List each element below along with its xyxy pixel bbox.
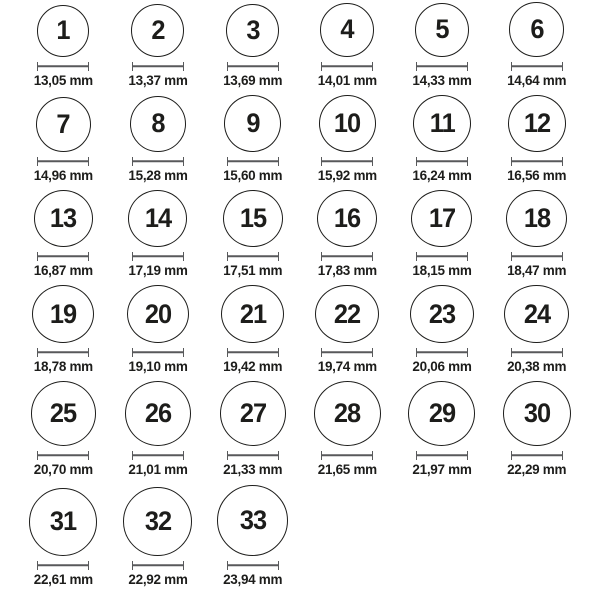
ring-size-number: 17: [428, 203, 456, 234]
diameter-dimension-line: [416, 451, 468, 460]
ring-circle: [125, 381, 191, 446]
ring-size-number: 23: [428, 298, 456, 329]
ring-circle: [504, 285, 569, 343]
diameter-label: 22,29 mm: [507, 461, 567, 477]
ring-size-number: 19: [50, 298, 77, 329]
ring-size-number: 18: [523, 203, 550, 234]
ring-size-cell: [111, 484, 206, 594]
ring-size-number: 30: [523, 397, 550, 428]
diameter-dimension-line: [321, 252, 373, 261]
diameter-dimension-line: [37, 561, 89, 570]
ring-circle: [220, 381, 286, 446]
ring-circle: [408, 381, 475, 446]
diameter-dimension-line: [511, 252, 563, 260]
ring-size-cell: [300, 190, 395, 285]
ring-size-cell: [205, 95, 300, 190]
ring-circle: [128, 190, 187, 247]
ring-size-number: 12: [523, 107, 550, 138]
ring-circle: [509, 2, 564, 57]
ring-size-cell: [300, 95, 395, 190]
ring-size-cell: [489, 0, 584, 95]
ring-circle: [320, 3, 374, 57]
ring-size-number: 10: [334, 107, 361, 138]
ring-size-number: 33: [239, 504, 266, 535]
ring-size-cell: [16, 484, 111, 594]
diameter-label: 15,92 mm: [317, 167, 377, 183]
ring-size-number: 16: [334, 202, 361, 233]
ring-size-cell: [111, 381, 206, 484]
diameter-dimension-line: [132, 62, 184, 71]
ring-size-number: 27: [239, 397, 266, 428]
ring-size-cell: [395, 0, 490, 95]
diameter-dimension-line: [511, 157, 563, 166]
diameter-label: 15,28 mm: [128, 167, 188, 183]
diameter-label: 13,37 mm: [128, 72, 188, 88]
diameter-label: 19,74 mm: [317, 358, 377, 374]
diameter-dimension-line: [37, 157, 89, 166]
ring-size-cell: [489, 95, 584, 190]
ring-size-number: 1: [56, 15, 70, 45]
diameter-dimension-line: [321, 451, 373, 460]
diameter-label: 16,87 mm: [33, 262, 93, 278]
ring-circle: [506, 190, 567, 247]
ring-circle: [36, 97, 91, 152]
ring-size-number: 11: [429, 107, 455, 138]
ring-size-number: 2: [151, 14, 165, 45]
ring-size-number: 26: [144, 397, 172, 428]
diameter-label: 17,19 mm: [128, 262, 188, 278]
diameter-label: 14,64 mm: [507, 72, 567, 88]
diameter-label: 23,94 mm: [223, 571, 283, 587]
ring-size-cell: [16, 381, 111, 484]
ring-size-cell: [395, 285, 490, 381]
ring-size-number: 7: [56, 108, 70, 139]
ring-size-cell: [16, 285, 111, 381]
diameter-label: 19,10 mm: [128, 358, 188, 374]
diameter-label: 17,51 mm: [223, 262, 283, 278]
diameter-label: 21,65 mm: [317, 461, 377, 477]
diameter-dimension-line: [416, 252, 468, 260]
diameter-label: 18,47 mm: [507, 262, 567, 278]
diameter-dimension-line: [227, 157, 279, 166]
ring-circle: [32, 285, 94, 343]
ring-circle: [131, 4, 184, 57]
ring-size-cell: [111, 285, 206, 381]
diameter-dimension-line: [37, 451, 89, 460]
ring-size-number: 3: [246, 14, 260, 45]
ring-size-cell: [395, 381, 490, 484]
ring-size-number: 20: [144, 298, 172, 329]
ring-size-cell: [300, 285, 395, 381]
ring-circle: [508, 95, 566, 152]
diameter-dimension-line: [227, 561, 279, 570]
diameter-dimension-line: [321, 348, 373, 356]
ring-circle: [317, 190, 377, 247]
ring-size-number: 31: [50, 506, 77, 536]
diameter-label: 17,83 mm: [317, 262, 377, 278]
ring-circle: [226, 4, 279, 57]
ring-circle: [314, 381, 381, 446]
diameter-label: 18,15 mm: [412, 262, 472, 278]
ring-size-number: 32: [144, 505, 172, 536]
diameter-label: 21,33 mm: [223, 461, 283, 477]
diameter-dimension-line: [511, 348, 563, 356]
diameter-label: 18,78 mm: [33, 358, 93, 374]
diameter-dimension-line: [37, 348, 89, 356]
ring-size-number: 29: [428, 397, 456, 428]
diameter-label: 15,60 mm: [223, 167, 283, 183]
ring-size-number: 24: [523, 298, 550, 329]
ring-size-cell: [205, 0, 300, 95]
ring-circle: [123, 487, 192, 556]
diameter-dimension-line: [37, 62, 89, 71]
diameter-dimension-line: [37, 252, 89, 261]
ring-circle: [503, 381, 571, 446]
ring-size-cell: [395, 190, 490, 285]
diameter-dimension-line: [227, 451, 279, 460]
ring-circle: [224, 95, 281, 152]
diameter-label: 16,24 mm: [412, 167, 472, 183]
diameter-label: 21,01 mm: [128, 461, 188, 477]
diameter-label: 22,92 mm: [128, 571, 188, 587]
ring-size-number: 21: [239, 298, 266, 329]
ring-size-cell: [16, 0, 111, 95]
ring-size-cell: [205, 381, 300, 484]
ring-size-number: 9: [246, 107, 260, 138]
ring-circle: [415, 3, 469, 57]
diameter-dimension-line: [132, 561, 184, 570]
diameter-label: 14,33 mm: [412, 72, 472, 88]
diameter-label: 21,97 mm: [412, 461, 472, 477]
ring-size-cell: [205, 190, 300, 285]
diameter-label: 19,42 mm: [223, 358, 283, 374]
diameter-dimension-line: [321, 157, 373, 166]
diameter-dimension-line: [227, 348, 279, 356]
diameter-label: 13,69 mm: [223, 72, 283, 88]
ring-size-cell: [489, 190, 584, 285]
ring-size-cell: [16, 95, 111, 190]
ring-size-number: 6: [530, 13, 544, 44]
ring-circle: [221, 285, 284, 343]
ring-circle: [127, 285, 189, 343]
diameter-dimension-line: [416, 62, 468, 71]
diameter-dimension-line: [132, 451, 184, 460]
diameter-dimension-line: [416, 348, 468, 356]
ring-size-cell: [111, 95, 206, 190]
ring-size-cell: [395, 95, 490, 190]
diameter-dimension-line: [511, 62, 563, 71]
ring-size-cell: [111, 190, 206, 285]
ring-circle: [31, 381, 96, 446]
ring-circle: [410, 285, 474, 343]
diameter-dimension-line: [132, 157, 184, 166]
ring-size-number: 5: [435, 14, 449, 44]
diameter-label: 16,56 mm: [507, 167, 567, 183]
ring-circle: [29, 488, 97, 556]
diameter-label: 20,38 mm: [507, 358, 567, 374]
ring-size-cell: [489, 285, 584, 381]
diameter-label: 22,61 mm: [33, 571, 93, 587]
ring-size-cell: [16, 190, 111, 285]
ring-size-number: 15: [239, 202, 266, 233]
diameter-dimension-line: [132, 252, 184, 261]
ring-circle: [34, 190, 93, 247]
ring-size-number: 8: [151, 108, 165, 138]
ring-circle: [411, 190, 472, 247]
ring-size-cell: [300, 0, 395, 95]
ring-size-number: 22: [334, 298, 361, 329]
ring-circle: [217, 485, 288, 556]
ring-size-number: 25: [50, 397, 77, 428]
ring-size-number: 13: [50, 202, 77, 233]
ring-size-cell: [300, 381, 395, 484]
ring-size-cell: [205, 285, 300, 381]
ring-circle: [37, 5, 89, 57]
diameter-dimension-line: [227, 62, 279, 71]
ring-size-number: 28: [334, 397, 361, 428]
ring-circle: [319, 95, 376, 152]
ring-circle: [315, 285, 379, 343]
diameter-label: 20,70 mm: [33, 461, 93, 477]
diameter-dimension-line: [511, 451, 563, 460]
diameter-label: 13,05 mm: [33, 72, 93, 88]
ring-circle: [413, 95, 471, 152]
diameter-dimension-line: [227, 252, 279, 261]
ring-size-cell: [205, 484, 300, 594]
ring-size-cell: [111, 0, 206, 95]
diameter-dimension-line: [321, 62, 373, 71]
diameter-label: 14,96 mm: [33, 167, 93, 183]
ring-size-number: 4: [340, 14, 354, 44]
diameter-dimension-line: [132, 348, 184, 356]
diameter-dimension-line: [416, 157, 468, 166]
ring-size-number: 14: [144, 202, 172, 233]
diameter-label: 14,01 mm: [317, 72, 377, 88]
ring-circle: [223, 190, 283, 247]
ring-circle: [130, 96, 186, 152]
diameter-label: 20,06 mm: [412, 358, 472, 374]
ring-size-cell: [489, 381, 584, 484]
